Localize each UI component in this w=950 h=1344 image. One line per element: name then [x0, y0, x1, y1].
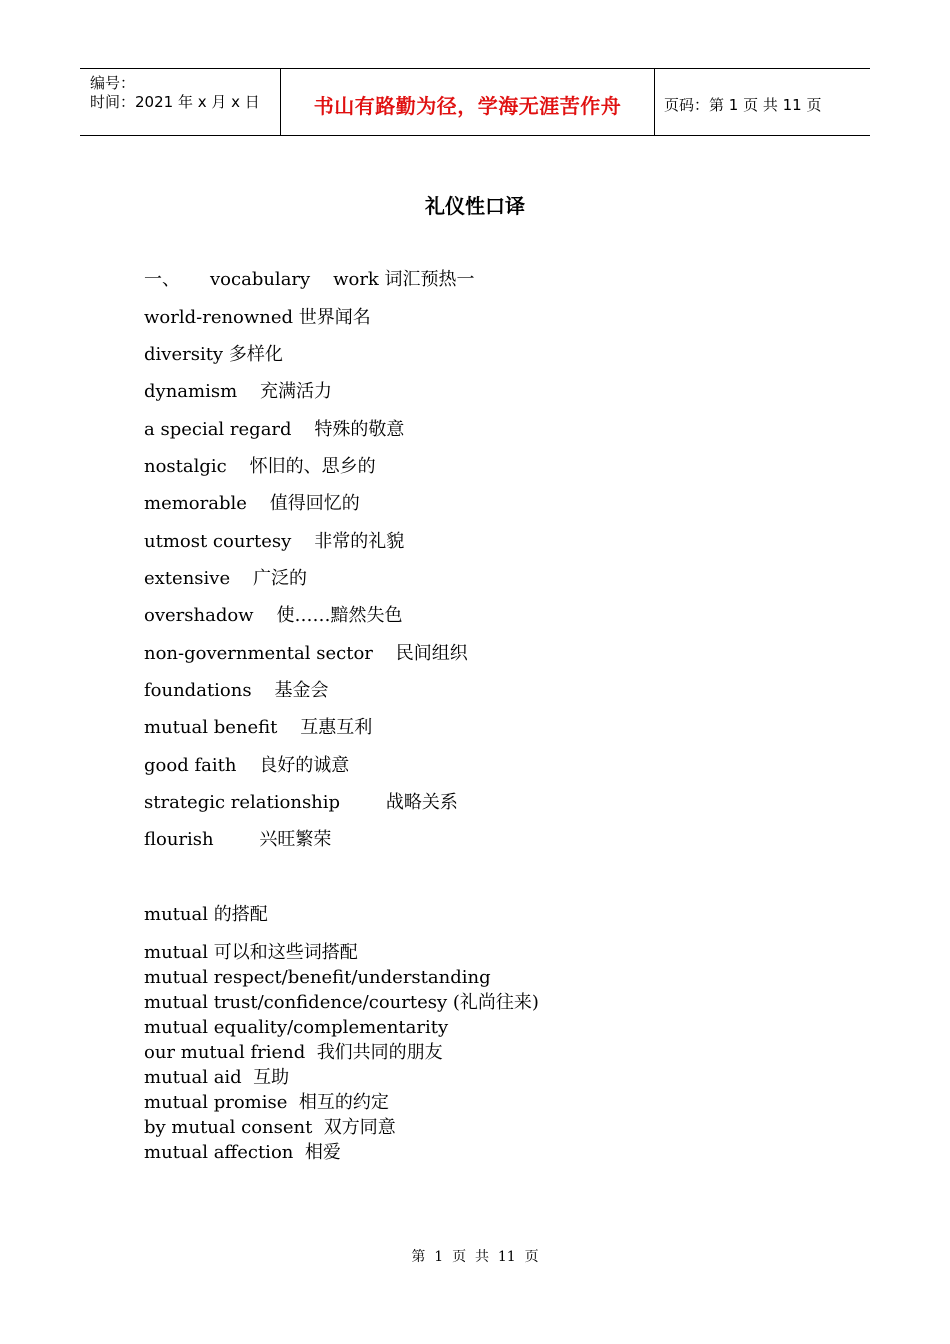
vocab-item: strategic relationship 战略关系	[144, 792, 458, 813]
header-page-info	[655, 69, 870, 135]
motto-text: 书山有路勤为径，学海无涯苦作舟	[313, 93, 622, 118]
section-heading	[144, 268, 475, 292]
vocab-item: utmost courtesy 非常的礼貌	[144, 531, 405, 552]
collocation-item: mutual respect/benefit/understanding	[144, 967, 491, 988]
time-label: 时间：2021 年 x 月 x 日	[90, 93, 260, 111]
vocab-item: diversity 多样化	[144, 344, 283, 365]
vocab-item: foundations 基金会	[144, 680, 329, 701]
number-label: 编号：	[90, 74, 136, 92]
header-meta	[80, 69, 281, 135]
header-motto	[281, 69, 655, 135]
collocation-item: our mutual friend 我们共同的朋友	[144, 1042, 443, 1063]
vocab-item: memorable 值得回忆的	[144, 493, 360, 514]
page-info-text: 页码：第 1 页 共 11 页	[664, 95, 822, 114]
vocab-item: a special regard 特殊的敬意	[144, 419, 405, 440]
page-footer: 第 1 页 共 11 页	[411, 1249, 539, 1265]
collocation-item: mutual aid 互助	[144, 1067, 290, 1088]
vocab-item: non-governmental sector 民间组织	[144, 643, 468, 664]
vocab-item: nostalgic 怀旧的、思乡的	[144, 456, 376, 477]
collocation-item: by mutual consent 双方同意	[144, 1117, 396, 1138]
vocab-item: world-renowned 世界闻名	[144, 307, 371, 328]
collocation-item: mutual promise 相互的约定	[144, 1092, 389, 1113]
vocab-item: flourish 兴旺繁荣	[144, 829, 332, 850]
collocation-item: mutual 可以和这些词搭配	[144, 942, 358, 963]
section-number: 一、	[144, 269, 180, 290]
header-table	[80, 68, 870, 136]
vocab-item: mutual benefit 互惠互利	[144, 717, 373, 738]
collocation-item: mutual affection 相爱	[144, 1142, 341, 1163]
page-title: 礼仪性口译	[425, 194, 525, 218]
vocab-item: dynamism 充满活力	[144, 381, 333, 402]
vocab-item: good faith 良好的诚意	[144, 755, 350, 776]
collocation-item: mutual trust/confidence/courtesy (礼尚往来)	[144, 992, 539, 1013]
vocab-item: overshadow 使……黯然失色	[144, 605, 403, 626]
collocation-item: mutual equality/complementarity	[144, 1017, 449, 1038]
collocation-heading: mutual 的搭配	[144, 904, 268, 925]
vocab-item: extensive 广泛的	[144, 568, 307, 589]
section-heading-text: vocabulary work 词汇预热一	[210, 269, 475, 290]
